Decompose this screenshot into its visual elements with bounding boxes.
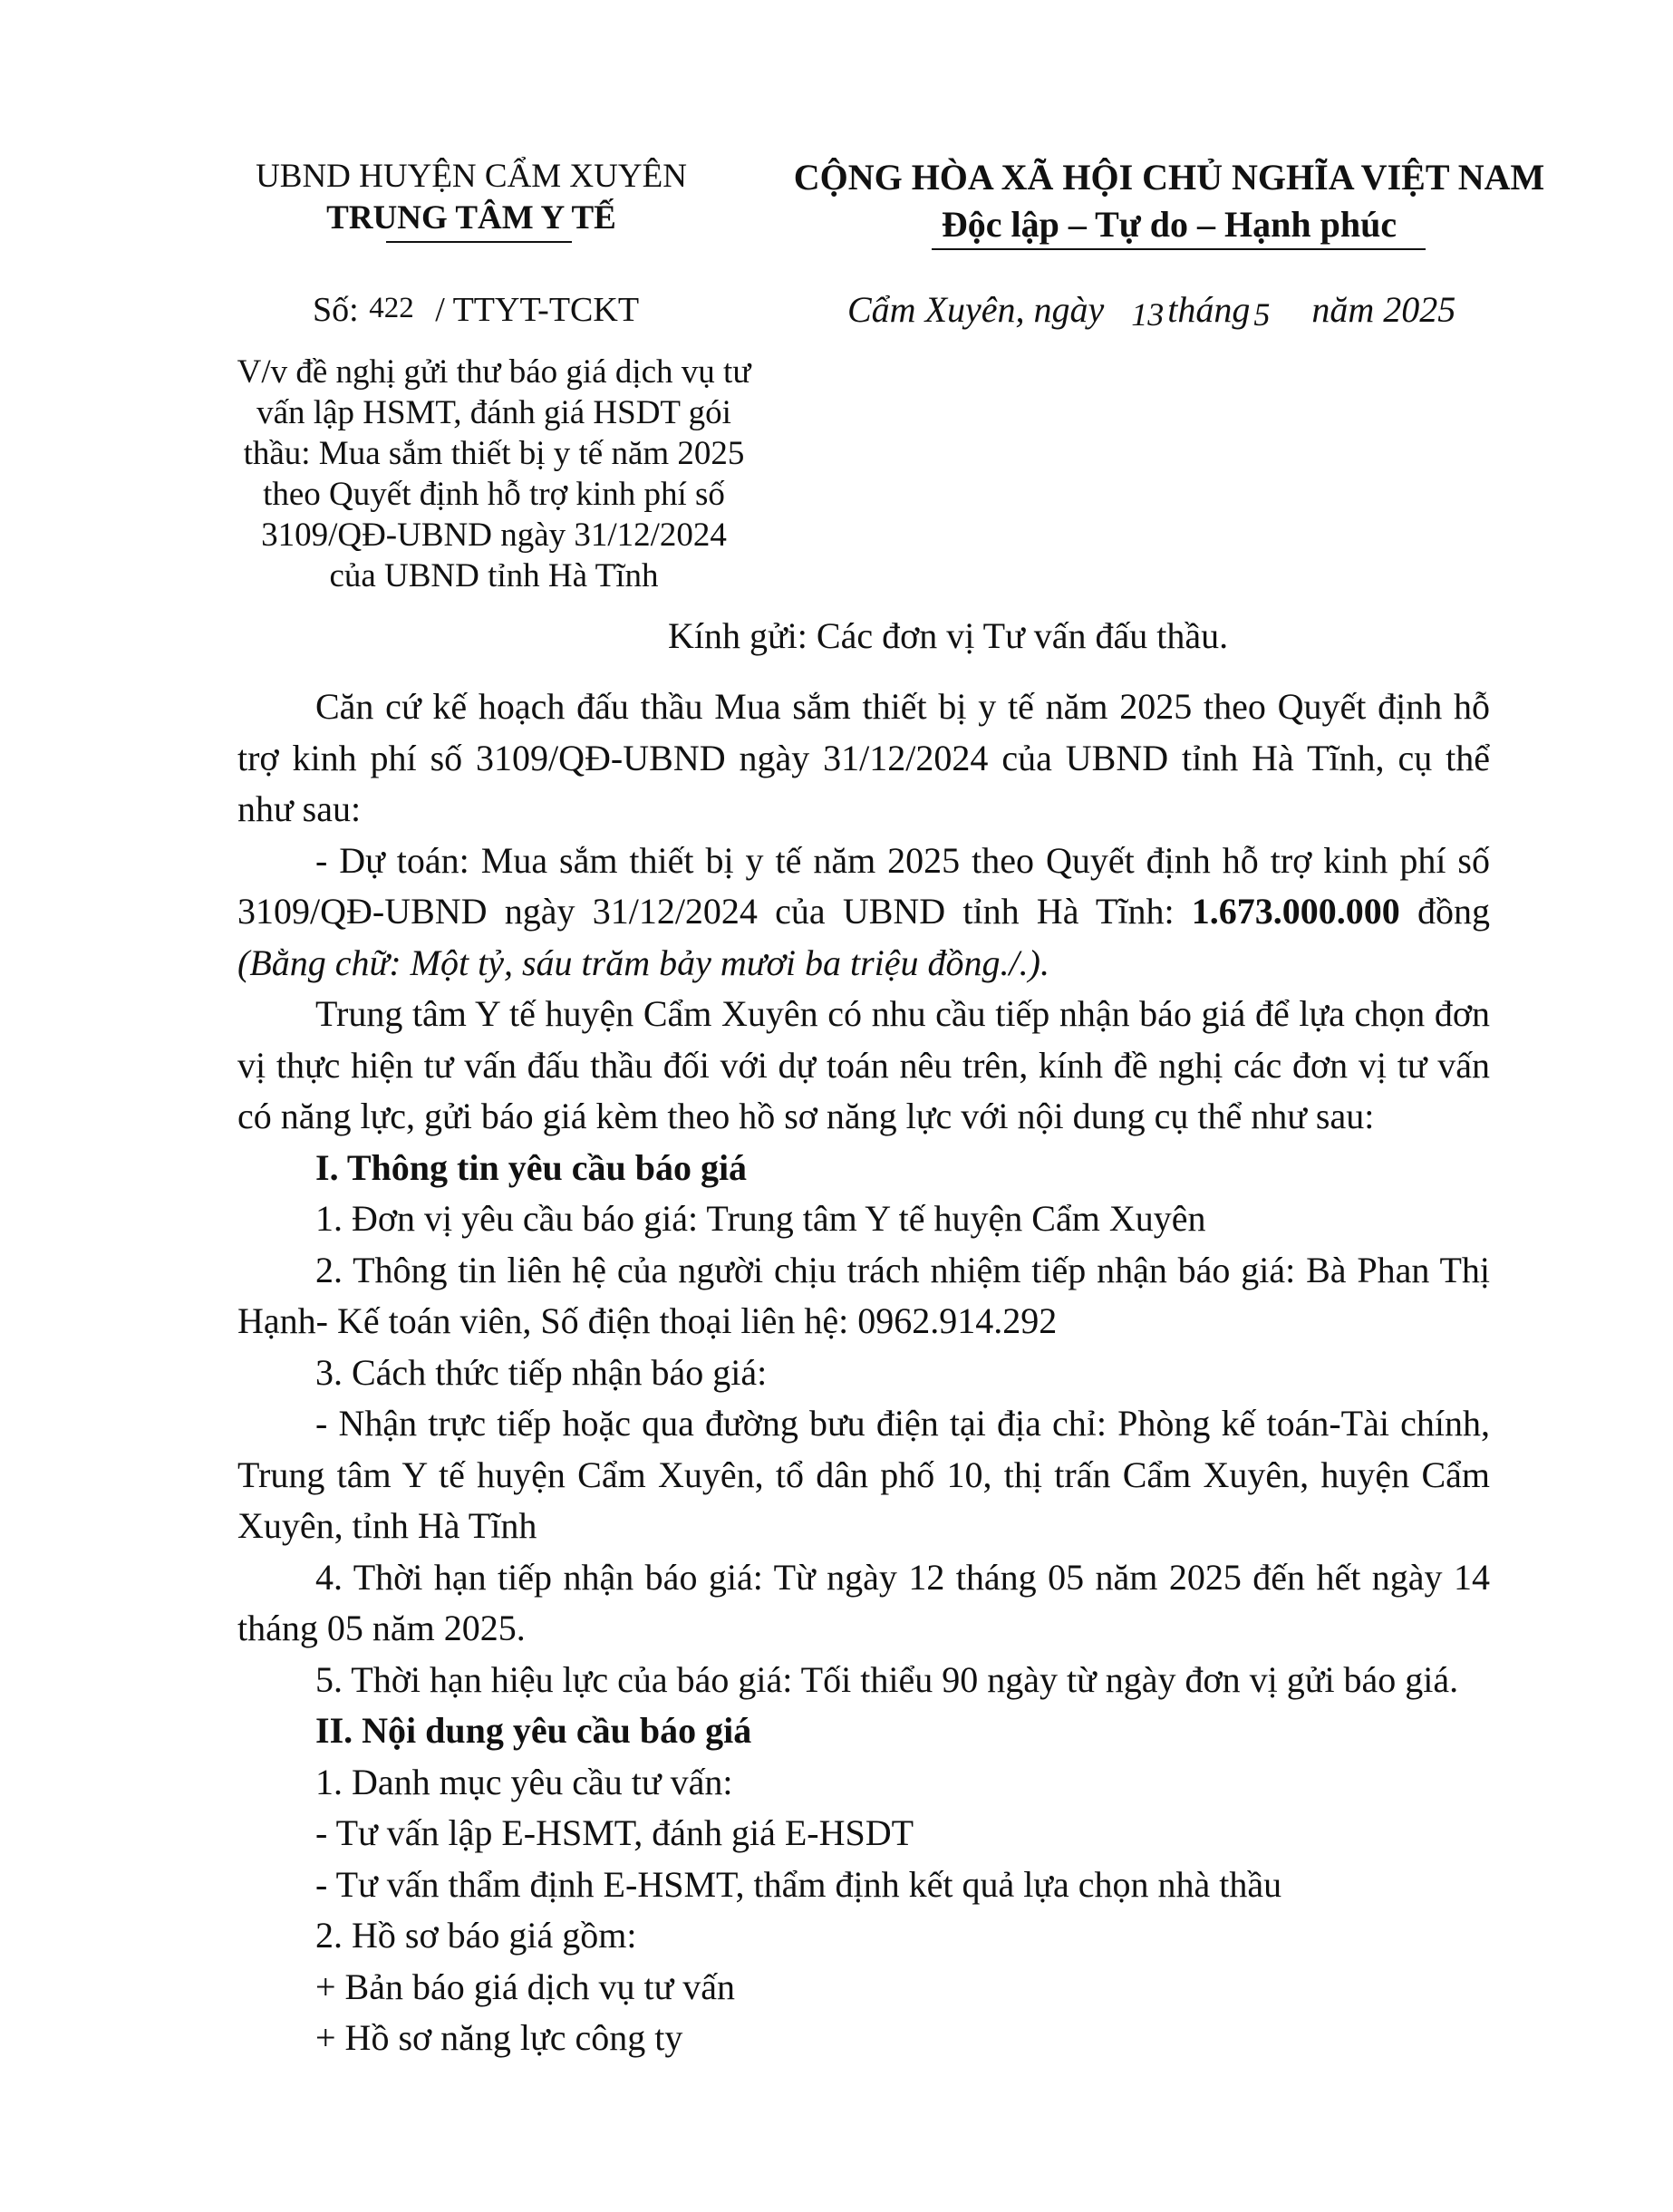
subject-line: thầu: Mua sắm thiết bị y tế năm 2025 (243, 435, 745, 472)
subject-block (195, 352, 793, 596)
item-receipt-address: - Nhận trực tiếp hoặc qua đường bưu điện tại địa chỉ: Phòng kế toán-Tài chính, Trung tâm Y tế huyện Cẩm Xuyên, tổ dân phố 10, thị trấn Cẩm Xuyên, huyện Cẩm Xuyên, tỉnh Hà Tĩnh (237, 1403, 1490, 1546)
item-receipt-deadline: 4. Thời hạn tiếp nhận báo giá: Từ ngày 12 tháng 05 năm 2025 đến hết ngày 14 tháng 05 năm 2025. (237, 1556, 1490, 1648)
place-date-line (847, 288, 1455, 331)
paragraph-estimate (237, 836, 1490, 990)
document-number (313, 290, 639, 330)
issuer-underline (386, 241, 572, 243)
item-dossier-a: + Bản báo giá dịch vụ tư vấn (315, 1966, 736, 2007)
subject-line: V/v đề nghị gửi thư báo giá dịch vụ tư (237, 353, 751, 391)
doc-number-suffix: / TTYT-TCKT (435, 291, 640, 329)
date-day: 13 (1131, 296, 1165, 333)
subject-line: vấn lập HSMT, đánh giá HSDT gói (256, 394, 731, 431)
paragraph-basis: Căn cứ kế hoạch đấu thầu Mua sắm thiết bị y tế năm 2025 theo Quyết định hỗ trợ kinh phí số 3109/QĐ-UBND ngày 31/12/2024 của UBND tỉnh Hà Tĩnh, cụ thể như sau: (237, 686, 1490, 829)
item-consulting-list: 1. Danh mục yêu cầu tư vấn: (315, 1761, 733, 1802)
nation-title: CỘNG HÒA XÃ HỘI CHỦ NGHĨA VIỆT NAM (793, 157, 1545, 198)
item-consulting-b: - Tư vấn thẩm định E-HSMT, thẩm định kết quả lựa chọn nhà thầu (315, 1863, 1282, 1905)
estimate-text: - Dự toán: Mua sắm thiết bị y tế năm 2025 theo Quyết định hỗ trợ kinh phí số 3109/QĐ-UBND ngày 31/12/2024 của UBND tỉnh Hà Tĩnh: (237, 839, 1490, 932)
date-year: năm 2025 (1311, 289, 1456, 330)
estimate-unit: đồng (1399, 891, 1490, 932)
paragraph-request: Trung tâm Y tế huyện Cẩm Xuyên có nhu cầu tiếp nhận báo giá để lựa chọn đơn vị thực hiện tư vấn đấu thầu đối với dự toán nêu trên, kính đề nghị các đơn vị tư vấn có năng lực, gửi báo giá kèm theo hồ sơ năng lực với nội dung cụ thể như sau: (237, 993, 1490, 1136)
item-quote-validity: 5. Thời hạn hiệu lực của báo giá: Tối thiểu 90 ngày từ ngày đơn vị gửi báo giá. (315, 1658, 1459, 1700)
item-dossier-b: + Hồ sơ năng lực công ty (315, 2017, 683, 2058)
date-month: 5 (1253, 296, 1271, 333)
salutation: Kính gửi: Các đơn vị Tư vấn đấu thầu. (668, 615, 1229, 656)
parent-organization: UBND HUYỆN CẨM XUYÊN (256, 158, 687, 195)
item-receipt-method: 3. Cách thức tiếp nhận báo giá: (315, 1351, 768, 1393)
subject-line: của UBND tỉnh Hà Tĩnh (329, 557, 659, 594)
subject-line: theo Quyết định hỗ trợ kinh phí số (263, 476, 725, 513)
subject-line: 3109/QĐ-UBND ngày 31/12/2024 (261, 517, 727, 554)
section-heading-2: II. Nội dung yêu cầu báo giá (315, 1710, 752, 1751)
issuer-header (236, 156, 707, 243)
national-header (766, 154, 1572, 250)
item-contact-info: 2. Thông tin liên hệ của người chịu trách nhiệm tiếp nhận báo giá: Bà Phan Thị Hạnh- Kế toán viên, Số điện thoại liên hệ: 0962.914.292 (237, 1249, 1490, 1341)
doc-number-value: 422 (369, 292, 414, 324)
item-consulting-a: - Tư vấn lập E-HSMT, đánh giá E-HSDT (315, 1812, 914, 1853)
national-motto: Độc lập – Tự do – Hạnh phúc (941, 204, 1397, 245)
estimate-amount-in-words: (Bằng chữ: Một tỷ, sáu trăm bảy mươi ba triệu đồng./.). (237, 942, 1049, 983)
motto-underline (932, 248, 1426, 250)
issuing-organization: TRUNG TÂM Y TẾ (326, 199, 616, 237)
date-month-label: tháng (1167, 289, 1251, 330)
item-requesting-unit: 1. Đơn vị yêu cầu báo giá: Trung tâm Y tế huyện Cẩm Xuyên (315, 1198, 1206, 1239)
doc-number-prefix: Số: (313, 291, 359, 329)
item-quote-dossier: 2. Hồ sơ báo giá gồm: (315, 1915, 637, 1956)
section-heading-1: I. Thông tin yêu cầu báo giá (315, 1146, 748, 1188)
estimate-amount: 1.673.000.000 (1191, 891, 1400, 932)
date-place: Cẩm Xuyên, ngày (847, 289, 1105, 330)
letter-body (237, 681, 1490, 2064)
